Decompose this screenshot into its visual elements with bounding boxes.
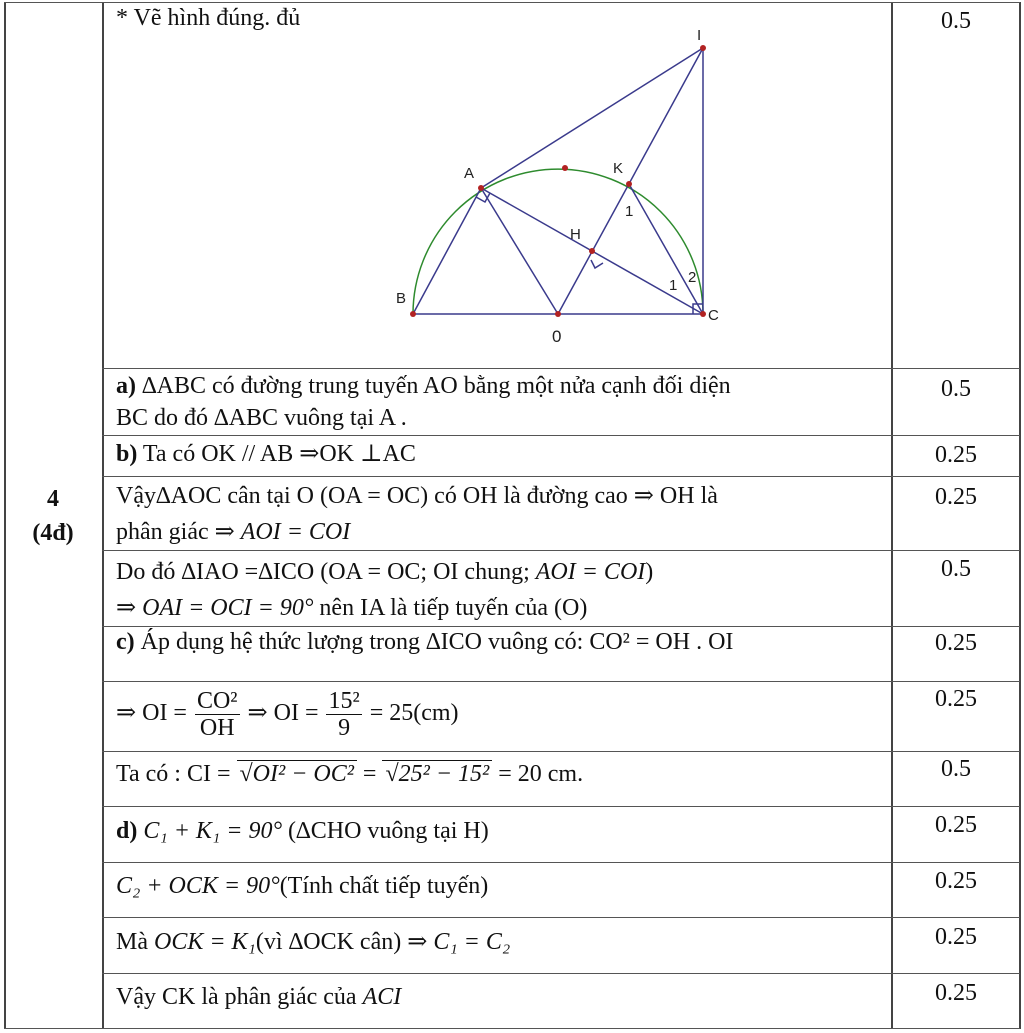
- segment-OI: [558, 48, 703, 314]
- row-d4-math: ACI: [362, 984, 402, 1010]
- point-H: [589, 248, 595, 254]
- label-angle-K1: 1: [625, 203, 634, 220]
- sqrt-expression-1: √OI² − OC²: [237, 760, 357, 787]
- label-A: A: [464, 165, 475, 182]
- score-d4: 0.25: [935, 980, 977, 1006]
- segment-KC: [629, 184, 703, 314]
- right-angle-H: [591, 260, 603, 268]
- row-b2-prefix: phân giác ⇒: [116, 519, 241, 545]
- row-b1-text: Ta có OK // AB ⇒OK ⊥AC: [142, 441, 416, 467]
- point-O: [555, 311, 561, 317]
- row-b1: [116, 438, 416, 470]
- row-a-line1: [116, 370, 731, 402]
- label-O: 0: [552, 327, 562, 346]
- row-d2-text: (Tính chất tiếp tuyến): [279, 873, 489, 899]
- score-d2: 0.25: [935, 868, 977, 894]
- row-b3-prefix: Do đó ∆IAO =∆ICO (OA = OC; OI chung;: [116, 559, 536, 585]
- row-d3-mid: (vì ∆OCK cân) ⇒: [255, 929, 434, 955]
- row-d4: [116, 981, 401, 1013]
- score-figure: 0.5: [941, 8, 971, 34]
- figure-caption: * Vẽ hình đúng. đủ: [116, 5, 301, 31]
- row-b3-text2: nên IA là tiếp tuyến của (O): [313, 595, 588, 621]
- segment-AO: [481, 188, 558, 314]
- point-I: [700, 45, 706, 51]
- row-d1: [116, 815, 489, 847]
- row-c2-part3: = 25(cm): [369, 700, 459, 727]
- row-divider: [102, 917, 1020, 918]
- question-points: (4đ): [32, 520, 74, 546]
- score-b2: 0.25: [935, 484, 977, 510]
- row-c1: [116, 626, 733, 658]
- label-I: I: [697, 27, 702, 44]
- row-b3-line1: [116, 556, 653, 588]
- row-c3-suffix: = 20 cm.: [492, 761, 584, 787]
- score-b1: 0.25: [935, 442, 977, 468]
- row-c2: [116, 688, 459, 741]
- row-b2-math: AOI = COI: [240, 519, 351, 545]
- geometry-figure: [380, 20, 740, 355]
- row-c3-mid: =: [356, 761, 383, 787]
- row-d3-math2: C₁ = C₂: [433, 929, 511, 955]
- row-divider: [102, 751, 1020, 752]
- row-b2-line2: [116, 516, 350, 548]
- score-a: 0.5: [941, 376, 971, 402]
- row-b3-math2: ⇒ OAI = OCI = 90°: [116, 595, 314, 621]
- label-angle-C2: 2: [688, 269, 697, 286]
- score-c1: 0.25: [935, 630, 977, 656]
- row-b2-line1: Vậy∆AOC cân tại O (OA = OC) có OH là đường cao ⇒ OH là: [116, 483, 718, 509]
- row-d4-prefix: Vậy CK là phân giác của: [116, 984, 363, 1010]
- table-border-bottom: [4, 1028, 1020, 1029]
- fraction-15sq-9: $\frac{\text{15²}}{9}$: [328, 688, 360, 741]
- point-A: [478, 185, 484, 191]
- row-divider: [102, 806, 1020, 807]
- row-b3-line2: [116, 592, 587, 624]
- label-angle-C1: 1: [669, 277, 678, 294]
- score-c3: 0.5: [941, 756, 971, 782]
- row-d3: [116, 926, 510, 958]
- row-d3-prefix: Mà: [116, 929, 154, 955]
- sqrt-expression-2: √25² − 15²: [382, 760, 492, 787]
- row-divider: [102, 681, 1020, 682]
- point-arc-mid: [562, 165, 568, 171]
- label-K: K: [613, 160, 624, 177]
- row-c3-prefix: Ta có : CI =: [116, 761, 237, 787]
- row-c2-part1: ⇒ OI =: [116, 700, 187, 727]
- row-b3-math: AOI = COI: [535, 559, 646, 585]
- semicircle-arc: [413, 169, 703, 314]
- row-d2-math: C₂ + OCK = 90°: [116, 873, 280, 899]
- row-a-text1: ∆ABC có đường trung tuyến AO bằng một nửa cạnh đối diện: [142, 373, 731, 399]
- row-divider: [102, 476, 1020, 477]
- score-d3: 0.25: [935, 924, 977, 950]
- label-H: H: [570, 226, 581, 243]
- score-b3: 0.5: [941, 556, 971, 582]
- point-C: [700, 311, 706, 317]
- fraction-co2-oh: $\frac{\text{CO²}}{OH}$: [196, 688, 238, 741]
- row-divider: [102, 973, 1020, 974]
- segment-BA: [413, 188, 481, 314]
- row-c2-part2: ⇒ OI =: [247, 700, 319, 727]
- label-B: B: [396, 290, 407, 307]
- table-divider-1: [102, 2, 104, 1029]
- row-divider: [102, 862, 1020, 863]
- row-divider: [102, 368, 1020, 369]
- row-d1-math: C₁ + K₁ = 90°: [143, 818, 283, 844]
- row-a-line2: BC do đó ∆ABC vuông tại A .: [116, 405, 407, 431]
- row-c-label: c): [116, 629, 135, 655]
- row-divider: [102, 550, 1020, 551]
- segment-AI: [481, 48, 703, 188]
- score-c2: 0.25: [935, 686, 977, 712]
- label-C: C: [708, 307, 719, 324]
- row-b3-suffix: ): [645, 559, 654, 585]
- row-b-label: b): [116, 441, 138, 467]
- point-K: [626, 181, 632, 187]
- point-B: [410, 311, 416, 317]
- row-d2: [116, 870, 488, 902]
- question-number: 4: [47, 486, 59, 512]
- row-a-label: a): [116, 373, 136, 399]
- row-divider: [102, 435, 1020, 436]
- row-d3-math1: OCK = K₁: [154, 929, 256, 955]
- row-c3: [116, 758, 583, 790]
- score-d1: 0.25: [935, 812, 977, 838]
- row-d-label: d): [116, 818, 138, 844]
- row-d1-text: (∆CHO vuông tại H): [288, 818, 489, 844]
- question-number-cell: [4, 482, 102, 550]
- row-c1-text: Áp dụng hệ thức lượng trong ∆ICO vuông có: CO² = OH . OI: [140, 629, 734, 655]
